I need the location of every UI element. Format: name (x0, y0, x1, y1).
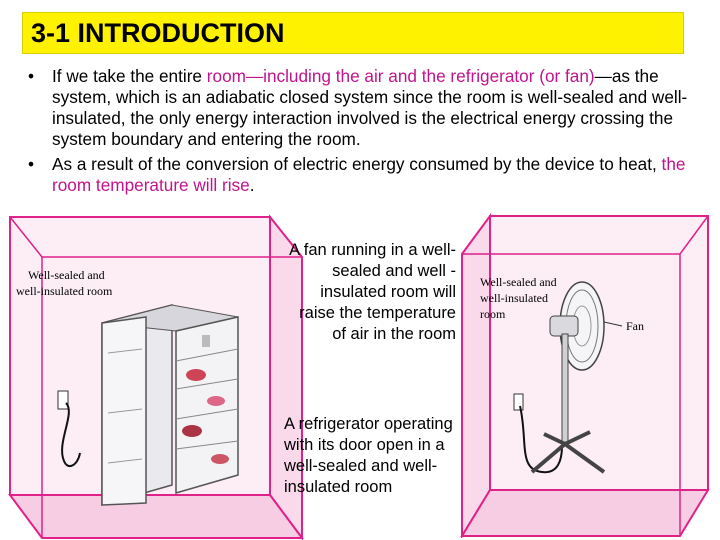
fan-room-label-3: room (480, 307, 506, 321)
fan-label: Fan (626, 319, 644, 333)
food-icon (186, 369, 206, 381)
bullet-marker: • (28, 154, 35, 174)
bullet-text: If we take the entire (52, 66, 207, 86)
fan-room-label-1: Well-sealed and (480, 275, 557, 289)
bullet-item-1 (26, 66, 696, 150)
outlet-icon (58, 391, 68, 409)
floor (462, 490, 708, 536)
floor (10, 495, 302, 538)
bullet-text: . (249, 175, 255, 195)
bullet-list (26, 66, 696, 200)
title-bar (22, 12, 684, 54)
bullet-item-2 (26, 154, 696, 196)
food-icon (202, 335, 210, 347)
fan-caption: A fan running in a well-sealed and well -insulated room will raise the temperature of air in the room (289, 241, 456, 343)
fridge-room-label-2: well-insulated room (16, 284, 113, 298)
left-wall (462, 216, 490, 536)
fridge-caption: A refrigerator operating with its door open in a well-sealed and well-insulated room (284, 415, 453, 496)
food-icon (207, 396, 225, 406)
slide-title: 3-1 INTRODUCTION (31, 18, 285, 48)
fan-pole (562, 334, 568, 446)
fan-room-label-2: well-insulated (480, 291, 548, 305)
fridge-room-label-1: Well-sealed and (28, 268, 105, 282)
food-icon (182, 425, 202, 437)
fridge-room-illustration (6, 213, 306, 540)
bullet-text: As a result of the conversion of electric energy consumed by the device to heat, (52, 154, 662, 174)
food-icon (211, 454, 229, 464)
highlight-text: room—including the air and the refrigerator (or fan) (206, 66, 595, 86)
highlight-text: the room temperature will rise (52, 154, 686, 195)
outlet-icon (514, 394, 523, 410)
fan-room-illustration (458, 210, 720, 538)
bullet-text: —as the system, which is an adiabatic closed system since the room is well-sealed and well-insulated, the only energy interaction involved is the electrical energy crossing the system boundary and entering the room. (52, 66, 688, 149)
bullet-marker: • (28, 66, 35, 86)
fan-motor (550, 316, 578, 336)
